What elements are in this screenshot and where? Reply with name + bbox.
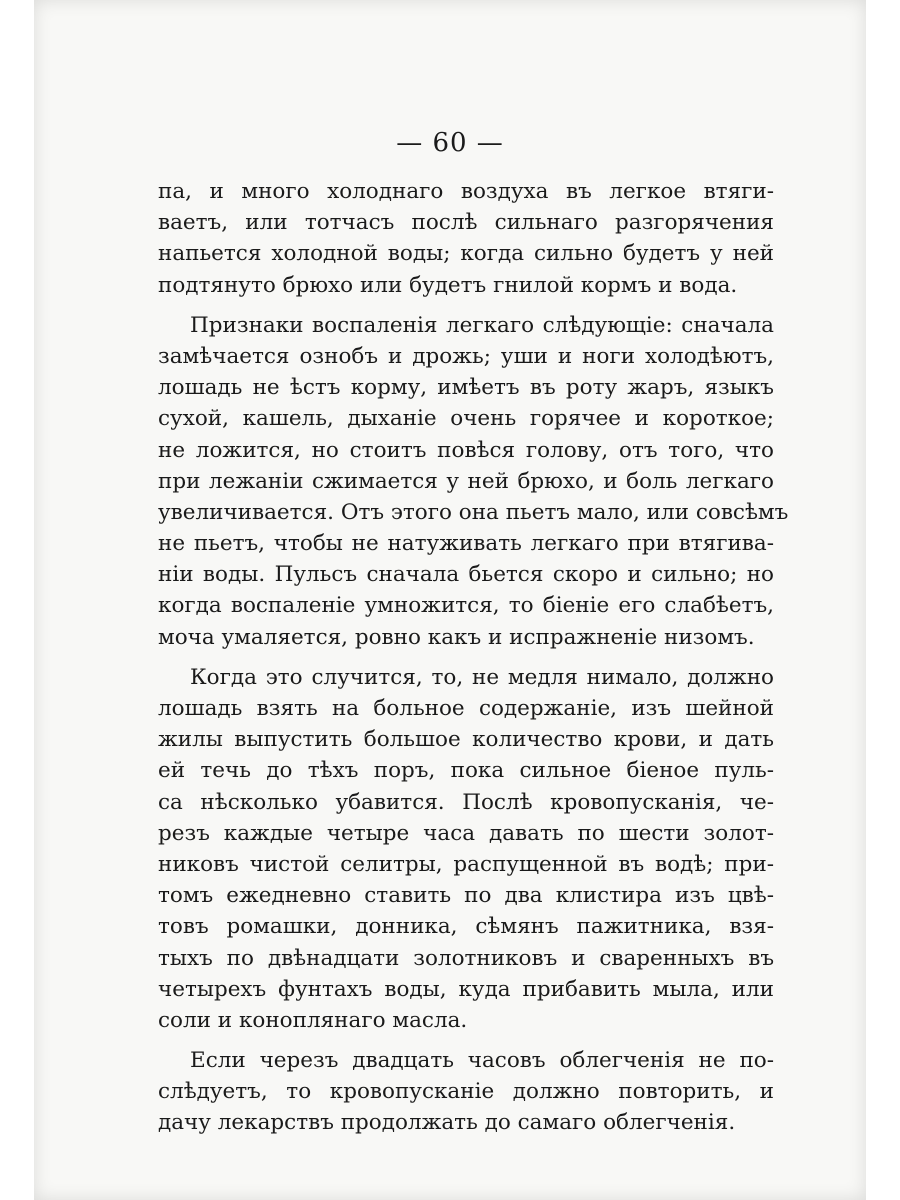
text-line: резъ каждые четыре часа давать по шести золот- bbox=[158, 820, 774, 846]
text-line: ваетъ, или тотчасъ послѣ сильнаго разгорячения bbox=[158, 210, 774, 236]
text-line: лошадь не ѣстъ корму, имѣетъ въ роту жаръ, языкъ bbox=[158, 375, 774, 401]
text-line: моча умаляется, ровно какъ и испражненіе низомъ. bbox=[158, 624, 755, 650]
book-page bbox=[34, 0, 866, 1200]
text-line: при лежаніи сжимается у ней брюхо, и боль легкаго bbox=[158, 468, 774, 494]
paragraph-1 bbox=[158, 176, 774, 301]
text-line: Признаки воспаленія легкаго слѣдующіе: сначала bbox=[190, 312, 774, 338]
text-line: замѣчается ознобъ и дрожь; уши и ноги холодѣютъ, bbox=[158, 343, 774, 369]
paragraph-gap bbox=[158, 1036, 774, 1045]
text-line: Когда это случится, то, не медля нимало, должно bbox=[190, 664, 774, 690]
text-line: напьется холодной воды; когда сильно будетъ у ней bbox=[158, 241, 774, 267]
text-line: слѣдуетъ, то кровопусканіе должно повторить, и bbox=[158, 1079, 774, 1105]
paragraph-gap bbox=[158, 301, 774, 310]
text-line: лошадь взять на больное содержаніе, изъ шейной bbox=[158, 696, 774, 721]
text-line: тыхъ по двѣнадцати золотниковъ и сваренныхъ въ bbox=[158, 945, 774, 971]
text-line: товъ ромашки, донника, сѣмянъ пажитника, взя- bbox=[158, 914, 774, 940]
paragraph-3 bbox=[158, 662, 774, 1036]
text-line: па, и много холоднаго воздуха въ легкое втяги- bbox=[158, 179, 774, 204]
text-line: увеличивается. Отъ этого она пьетъ мало, или совсѣмъ bbox=[158, 499, 789, 525]
text-line: соли и коноплянаго масла. bbox=[158, 1007, 468, 1033]
text-line: ніи воды. Пульсъ сначала бьется скоро и сильно; но bbox=[158, 562, 774, 588]
page-number: — 60 — bbox=[396, 128, 504, 158]
paragraph-2 bbox=[158, 310, 789, 653]
text-line: не пьетъ, чтобы не натуживать легкаго при втягива- bbox=[158, 531, 774, 557]
text-line: Если черезъ двадцать часовъ облегченія не по- bbox=[190, 1048, 774, 1074]
text-line: не ложится, но стоитъ повѣся голову, отъ того, что bbox=[158, 437, 774, 463]
paragraph-4 bbox=[158, 1045, 774, 1139]
text-line: жилы выпустить большое количество крови, и дать bbox=[158, 727, 774, 753]
text-line: четырехъ фунтахъ воды, куда прибавить мыла, или bbox=[158, 976, 774, 1002]
text-line: са нѣсколько убавится. Послѣ кровопусканія, че- bbox=[158, 789, 774, 815]
text-line: томъ ежедневно ставить по два клистира изъ цвѣ- bbox=[158, 883, 774, 909]
paragraph-gap bbox=[158, 653, 774, 662]
text-line: когда воспаленіе умножится, то біеніе его слабѣетъ, bbox=[158, 593, 774, 619]
text-line: никовъ чистой селитры, распущенной въ водѣ; при- bbox=[158, 851, 774, 877]
text-line: ей течь до тѣхъ поръ, пока сильное біеное пуль- bbox=[158, 758, 774, 784]
text-line: подтянуто брюхо или будетъ гнилой кормъ и вода. bbox=[158, 272, 738, 298]
text-line: сухой, кашель, дыханіе очень горячее и короткое; bbox=[158, 406, 774, 432]
text-line: дачу лекарствъ продолжать до самаго облегченія. bbox=[158, 1110, 736, 1136]
body-text bbox=[158, 176, 789, 1139]
